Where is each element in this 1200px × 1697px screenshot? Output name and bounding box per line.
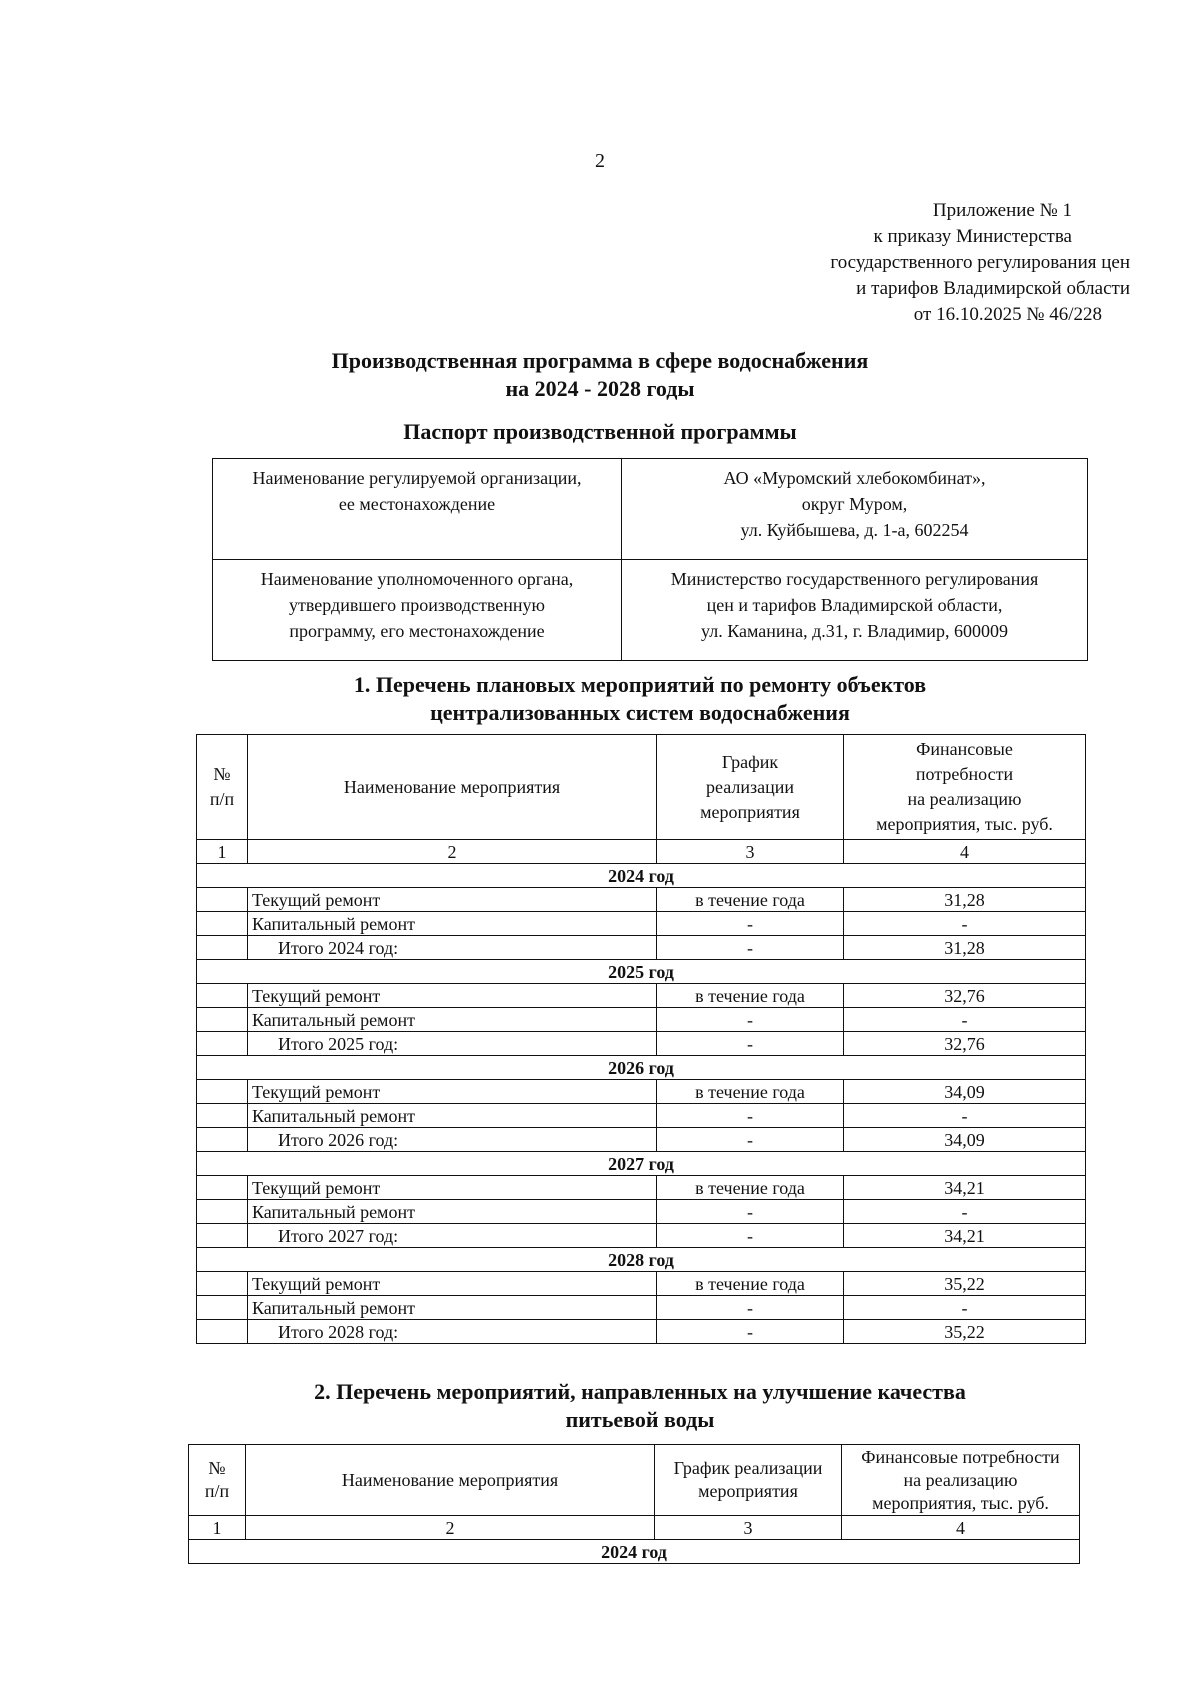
year-header: 2024 год: [197, 864, 1086, 888]
cell-schedule: -: [657, 1200, 844, 1224]
text-line: потребности: [915, 764, 1014, 784]
text-line: Наименование регулируемой организации,: [252, 468, 582, 488]
text-line: п/п: [204, 1481, 230, 1501]
table-header-row: [189, 1445, 1080, 1516]
header-name: Наименование мероприятия: [248, 735, 657, 840]
column-number: 1: [189, 1516, 246, 1540]
cell-finance: 35,22: [844, 1320, 1086, 1344]
repair-table: [196, 734, 1086, 1344]
page-number: 2: [595, 150, 605, 172]
cell-num: [197, 1224, 248, 1248]
table-row: [197, 1080, 1086, 1104]
text-line: мероприятия: [700, 801, 800, 822]
cell-name: Текущий ремонт: [248, 984, 657, 1008]
cell-name: Текущий ремонт: [248, 1272, 657, 1296]
appendix-line: к приказу Министерства: [873, 226, 1072, 247]
column-number: 3: [657, 840, 844, 864]
cell-finance: 35,22: [844, 1272, 1086, 1296]
text-line: Финансовые потребности: [861, 1446, 1060, 1467]
cell-num: [197, 936, 248, 960]
appendix-line: от 16.10.2025 № 46/228: [913, 304, 1102, 325]
total-row: [197, 1320, 1086, 1344]
cell-schedule: в течение года: [657, 1176, 844, 1200]
cell-total-label: Итого 2026 год:: [248, 1128, 657, 1152]
cell-finance: 32,76: [844, 1032, 1086, 1056]
cell-finance: -: [844, 1200, 1086, 1224]
year-rows: [197, 864, 1086, 1344]
cell-schedule: в течение года: [657, 1272, 844, 1296]
cell-num: [197, 1008, 248, 1032]
column-number: 4: [844, 840, 1086, 864]
cell-schedule: -: [657, 1008, 844, 1032]
text-line: ул. Куйбышева, д. 1-а, 602254: [740, 520, 969, 540]
cell-name: Текущий ремонт: [248, 1080, 657, 1104]
cell-name: Капитальный ремонт: [248, 1296, 657, 1320]
text-line: Министерство государственного регулирования: [670, 569, 1039, 589]
heading-line: 2. Перечень мероприятий, направленных на улучшение качества: [314, 1379, 966, 1404]
text-line: программу, его местонахождение: [289, 621, 545, 641]
cell-total-label: Итого 2028 год:: [248, 1320, 657, 1344]
year-header-row: [197, 1248, 1086, 1272]
passport-table: [212, 458, 1088, 661]
cell-finance: -: [844, 1104, 1086, 1128]
cell-finance: 32,76: [844, 984, 1086, 1008]
heading-line: питьевой воды: [565, 1407, 715, 1432]
year-header: 2024 год: [189, 1540, 1080, 1564]
section1-heading: [40, 671, 1200, 727]
table-row: [197, 1200, 1086, 1224]
cell-schedule: в течение года: [657, 1080, 844, 1104]
column-number-row: [197, 840, 1086, 864]
header-finance: [842, 1445, 1080, 1516]
passport-row: [213, 459, 1088, 560]
passport-label: [213, 459, 622, 560]
cell-num: [197, 1320, 248, 1344]
table-row: [197, 912, 1086, 936]
cell-num: [197, 1296, 248, 1320]
cell-schedule: -: [657, 1224, 844, 1248]
year-header: 2026 год: [197, 1056, 1086, 1080]
header-schedule: [657, 735, 844, 840]
header-schedule: [655, 1445, 842, 1516]
cell-schedule: -: [657, 1320, 844, 1344]
cell-finance: -: [844, 1296, 1086, 1320]
cell-finance: -: [844, 912, 1086, 936]
cell-finance: 31,28: [844, 936, 1086, 960]
total-row: [197, 1128, 1086, 1152]
text-line: №: [208, 1458, 226, 1478]
text-line: №: [213, 764, 231, 784]
cell-schedule: -: [657, 1032, 844, 1056]
cell-num: [197, 1176, 248, 1200]
cell-schedule: в течение года: [657, 984, 844, 1008]
appendix-reference: [600, 198, 1130, 328]
header-num: [197, 735, 248, 840]
table-row: [197, 984, 1086, 1008]
column-number: 2: [246, 1516, 655, 1540]
cell-num: [197, 1104, 248, 1128]
text-line: АО «Муромский хлебокомбинат»,: [723, 468, 986, 488]
cell-total-label: Итого 2024 год:: [248, 936, 657, 960]
passport-label: [213, 560, 622, 661]
text-line: п/п: [209, 789, 235, 809]
table-header-row: [197, 735, 1086, 840]
text-line: Наименование уполномоченного органа,: [260, 569, 574, 589]
text-line: цен и тарифов Владимирской области,: [706, 595, 1003, 615]
passport-value: [622, 459, 1088, 560]
cell-finance: -: [844, 1008, 1086, 1032]
table-row: [197, 1296, 1086, 1320]
cell-num: [197, 1080, 248, 1104]
cell-name: Текущий ремонт: [248, 1176, 657, 1200]
cell-schedule: -: [657, 1128, 844, 1152]
year-header-row: [197, 864, 1086, 888]
table-row: [197, 888, 1086, 912]
cell-finance: 34,21: [844, 1176, 1086, 1200]
column-number: 1: [197, 840, 248, 864]
cell-total-label: Итого 2025 год:: [248, 1032, 657, 1056]
text-line: округ Муром,: [801, 494, 908, 514]
text-line: на реализацию: [903, 1469, 1018, 1490]
text-line: Финансовые: [916, 739, 1013, 759]
year-header-row: [197, 1152, 1086, 1176]
heading-line: централизованных систем водоснабжения: [430, 700, 850, 725]
passport-heading: Паспорт производственной программы: [403, 419, 797, 444]
year-header: 2027 год: [197, 1152, 1086, 1176]
cell-name: Капитальный ремонт: [248, 1200, 657, 1224]
column-number: 2: [248, 840, 657, 864]
appendix-line: и тарифов Владимирской области: [856, 278, 1130, 299]
table-row: [197, 1104, 1086, 1128]
section2-heading: [40, 1378, 1200, 1434]
header-finance: [844, 735, 1086, 840]
cell-finance: 34,09: [844, 1128, 1086, 1152]
water-quality-table: [188, 1444, 1080, 1564]
cell-schedule: -: [657, 1104, 844, 1128]
cell-finance: 34,09: [844, 1080, 1086, 1104]
cell-num: [197, 1128, 248, 1152]
cell-num: [197, 984, 248, 1008]
text-line: реализации: [706, 776, 794, 797]
text-line: ул. Каманина, д.31, г. Владимир, 600009: [701, 621, 1008, 641]
cell-name: Текущий ремонт: [248, 888, 657, 912]
cell-num: [197, 1200, 248, 1224]
text-line: утвердившего производственную: [289, 595, 545, 615]
heading-line: 1. Перечень плановых мероприятий по ремонту объектов: [353, 672, 927, 697]
text-line: мероприятия: [698, 1481, 798, 1501]
cell-num: [197, 912, 248, 936]
cell-name: Капитальный ремонт: [248, 912, 657, 936]
cell-schedule: в течение года: [657, 888, 844, 912]
appendix-line: государственного регулирования цен: [830, 252, 1130, 273]
column-number-row: [189, 1516, 1080, 1540]
cell-name: Капитальный ремонт: [248, 1104, 657, 1128]
header-name: Наименование мероприятия: [246, 1445, 655, 1516]
table-row: [197, 1008, 1086, 1032]
column-number: 4: [842, 1516, 1080, 1540]
column-number: 3: [655, 1516, 842, 1540]
document-title: [0, 347, 1200, 403]
passport-row: [213, 560, 1088, 661]
cell-total-label: Итого 2027 год:: [248, 1224, 657, 1248]
total-row: [197, 1032, 1086, 1056]
table-row: [197, 1176, 1086, 1200]
cell-finance: 34,21: [844, 1224, 1086, 1248]
text-line: График реализации: [673, 1458, 823, 1478]
table-row: [197, 1272, 1086, 1296]
cell-name: Капитальный ремонт: [248, 1008, 657, 1032]
cell-finance: 31,28: [844, 888, 1086, 912]
cell-num: [197, 888, 248, 912]
year-header-row: [197, 960, 1086, 984]
cell-num: [197, 1272, 248, 1296]
text-line: мероприятия, тыс. руб.: [876, 814, 1053, 834]
header-num: [189, 1445, 246, 1516]
year-header-row: [189, 1540, 1080, 1564]
year-header: 2028 год: [197, 1248, 1086, 1272]
passport-value: [622, 560, 1088, 661]
title-line: Производственная программа в сфере водоснабжения: [331, 348, 869, 373]
cell-schedule: -: [657, 912, 844, 936]
year-header: 2025 год: [197, 960, 1086, 984]
cell-num: [197, 1032, 248, 1056]
year-header-row: [197, 1056, 1086, 1080]
text-line: на реализацию: [907, 789, 1022, 809]
text-line: График: [721, 751, 779, 772]
title-line: на 2024 - 2028 годы: [505, 376, 695, 401]
text-line: мероприятия, тыс. руб.: [872, 1492, 1049, 1513]
appendix-line: Приложение № 1: [932, 200, 1072, 221]
cell-schedule: -: [657, 936, 844, 960]
total-row: [197, 936, 1086, 960]
cell-schedule: -: [657, 1296, 844, 1320]
total-row: [197, 1224, 1086, 1248]
text-line: ее местонахождение: [338, 494, 496, 514]
